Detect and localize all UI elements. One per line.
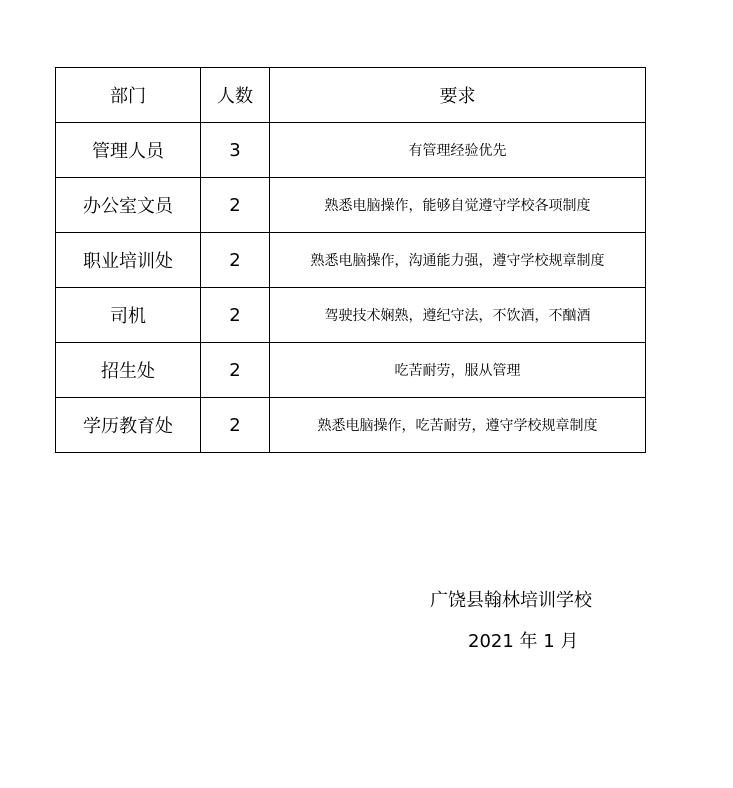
requirement-cell: 有管理经验优先: [270, 123, 646, 178]
count-cell: 2: [201, 398, 270, 453]
requirement-cell: 熟悉电脑操作，沟通能力强，遵守学校规章制度: [270, 233, 646, 288]
school-name: 广饶县翰林培训学校: [430, 590, 592, 611]
requirement-cell: 驾驶技术娴熟，遵纪守法，不饮酒，不酗酒: [270, 288, 646, 343]
table-row: [56, 398, 646, 453]
count-cell: 2: [201, 288, 270, 343]
count-cell: 2: [201, 343, 270, 398]
header-department: 部门: [56, 68, 201, 123]
department-cell: 招生处: [56, 343, 201, 398]
count-cell: 2: [201, 178, 270, 233]
header-count: 人数: [201, 68, 270, 123]
department-cell: 司机: [56, 288, 201, 343]
table-row: [56, 178, 646, 233]
table-row: [56, 343, 646, 398]
header-requirement: 要求: [270, 68, 646, 123]
department-cell: 管理人员: [56, 123, 201, 178]
table-row: [56, 233, 646, 288]
table-header-row: [56, 68, 646, 123]
count-cell: 3: [201, 123, 270, 178]
table-row: [56, 123, 646, 178]
department-cell: 职业培训处: [56, 233, 201, 288]
requirement-cell: 吃苦耐劳，服从管理: [270, 343, 646, 398]
department-cell: 学历教育处: [56, 398, 201, 453]
requirement-cell: 熟悉电脑操作，能够自觉遵守学校各项制度: [270, 178, 646, 233]
requirement-cell: 熟悉电脑操作，吃苦耐劳，遵守学校规章制度: [270, 398, 646, 453]
table-row: [56, 288, 646, 343]
document-date: 2021 年 1 月: [468, 631, 579, 652]
count-cell: 2: [201, 233, 270, 288]
recruitment-table: [55, 67, 646, 453]
department-cell: 办公室文员: [56, 178, 201, 233]
